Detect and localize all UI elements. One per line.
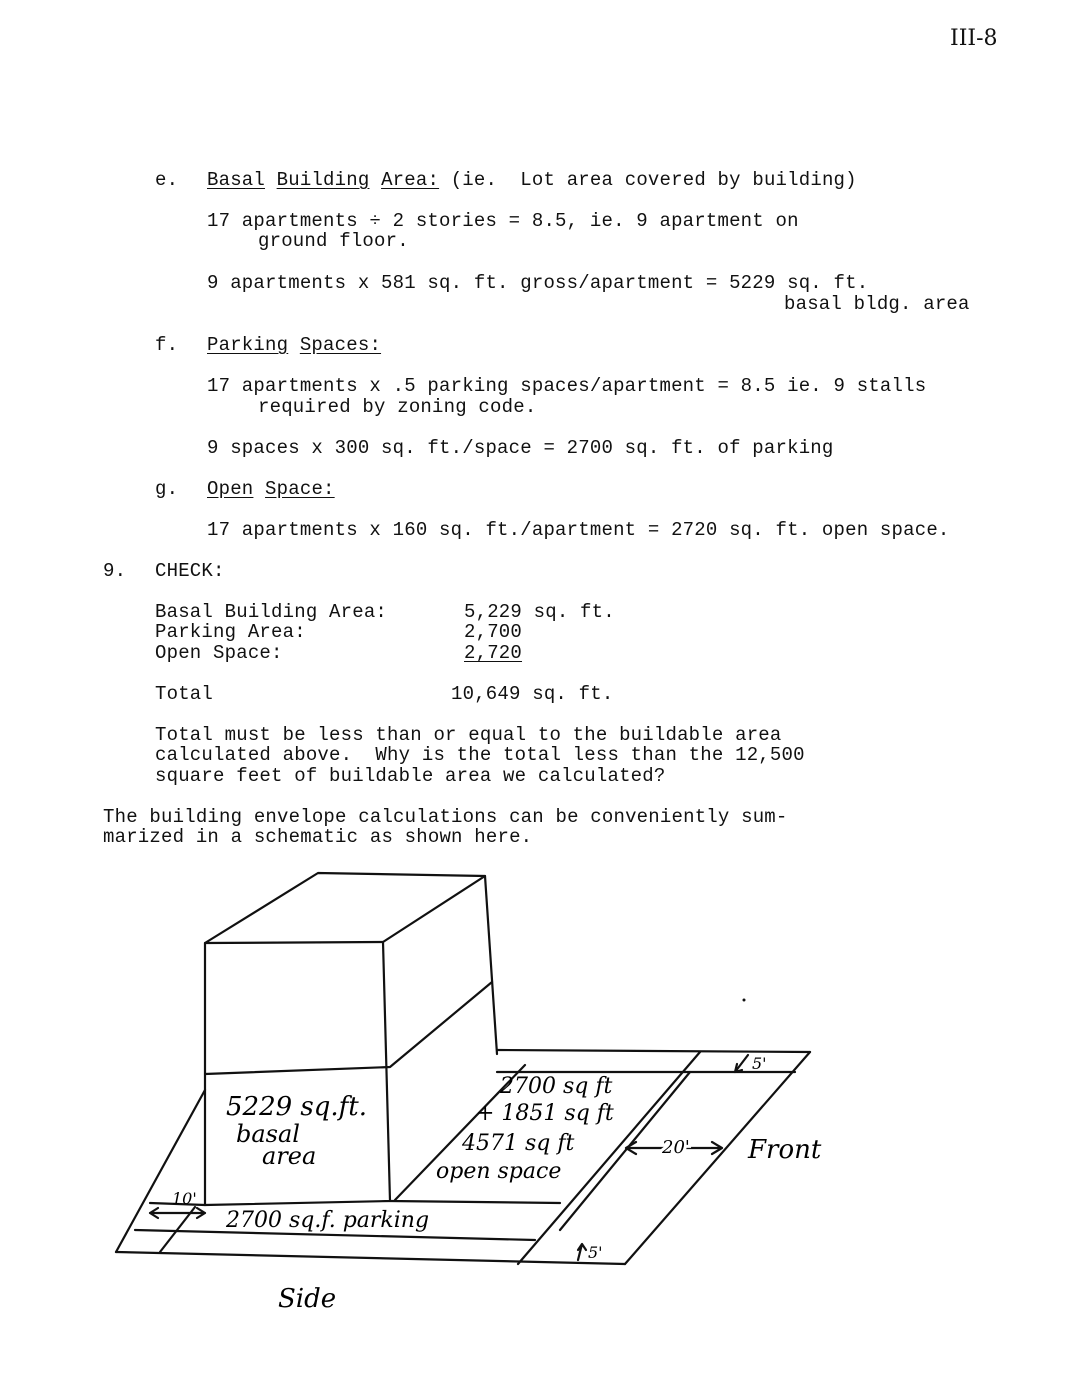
- heading-word: Parking: [207, 334, 289, 356]
- section-f-line: 9 spaces x 300 sq. ft./space = 2700 sq. ft. of parking: [207, 437, 834, 459]
- dim-5-bottom-arrow: [578, 1244, 586, 1260]
- open-space-label-line: open space: [436, 1159, 562, 1184]
- section-e-marker: e.: [155, 169, 179, 191]
- check-label: Parking Area:: [155, 621, 306, 643]
- building-base-right: [390, 1201, 560, 1203]
- setback-bottom-label: 5': [588, 1243, 603, 1262]
- dim-5-top-arrow: [735, 1055, 748, 1072]
- section-g-marker: g.: [155, 478, 179, 500]
- basal-label-line: basal: [236, 1120, 300, 1148]
- building-envelope-schematic: [0, 860, 1073, 1380]
- open-space-label-line: + 1851 sq ft: [476, 1101, 614, 1126]
- summary-line: The building envelope calculations can be conveniently sum-: [103, 806, 788, 828]
- lot-back-edge: [497, 1050, 810, 1052]
- page-number: III-8: [950, 26, 998, 51]
- parking-label: 2700 sq.f. parking: [226, 1208, 430, 1233]
- lot-bottom-edge: [116, 1252, 625, 1264]
- lot-left-edge: [116, 1090, 205, 1252]
- heading-word: Open: [207, 478, 254, 500]
- summary-line: marized in a schematic as shown here.: [103, 826, 533, 848]
- side-label: Side: [278, 1284, 337, 1314]
- check-note-line: Total must be less than or equal to the buildable area: [155, 724, 782, 746]
- setback-side-label: 10': [172, 1189, 197, 1208]
- dim-10-arrow: [150, 1208, 205, 1218]
- section-e-line: 17 apartments ÷ 2 stories = 8.5, ie. 9 apartment on: [207, 210, 799, 232]
- front-label: Front: [748, 1135, 822, 1165]
- check-note-line: calculated above. Why is the total less than the 12,500: [155, 744, 805, 766]
- check-value: 2,720: [464, 642, 523, 664]
- section-f-line: 17 apartments x .5 parking spaces/apartment = 8.5 ie. 9 stalls: [207, 375, 927, 397]
- basal-label-line: 5229 sq.ft.: [226, 1092, 368, 1122]
- section-e-line: 9 apartments x 581 sq. ft. gross/apartment = 5229 sq. ft.: [207, 272, 869, 294]
- section-e-line: basal bldg. area: [784, 293, 970, 315]
- check-value: 5,229 sq. ft.: [464, 601, 615, 623]
- setback-top-label: 5': [752, 1054, 767, 1073]
- check-label: Open Space:: [155, 642, 283, 664]
- building-floor-line: [205, 982, 492, 1074]
- heading-word: Basal: [207, 169, 266, 191]
- section-f-line: required by zoning code.: [258, 396, 537, 418]
- building-top: [205, 873, 485, 943]
- heading-word: Building: [276, 169, 370, 191]
- heading-word: Area:: [381, 169, 440, 191]
- check-value: 2,700: [464, 621, 523, 643]
- total-value: 10,649 sq. ft.: [451, 683, 614, 705]
- check-label: Basal Building Area:: [155, 601, 388, 623]
- basal-label-line: area: [262, 1142, 317, 1170]
- heading-word: Space:: [265, 478, 335, 500]
- open-space-label-line: 4571 sq ft: [462, 1131, 575, 1156]
- section-e-line: ground floor.: [258, 230, 409, 252]
- check-note-line: square feet of buildable area we calculated?: [155, 765, 666, 787]
- heading-word: Spaces:: [299, 334, 382, 356]
- section-f-heading: [207, 335, 381, 356]
- setback-front-label: 20': [662, 1137, 690, 1158]
- section-f-marker: f.: [155, 334, 179, 356]
- open-space-label-line: 2700 sq ft: [500, 1074, 613, 1099]
- check-heading: CHECK:: [155, 560, 225, 582]
- total-label: Total: [155, 683, 214, 705]
- section-g-line: 17 apartments x 160 sq. ft./apartment = 2720 sq. ft. open space.: [207, 519, 950, 541]
- check-marker: 9.: [103, 560, 127, 582]
- building-right-edge: [485, 876, 497, 1054]
- section-e-heading: [207, 170, 857, 191]
- section-g-heading: [207, 479, 335, 500]
- speck: [743, 999, 746, 1002]
- heading-suffix: (ie. Lot area covered by building): [450, 169, 857, 191]
